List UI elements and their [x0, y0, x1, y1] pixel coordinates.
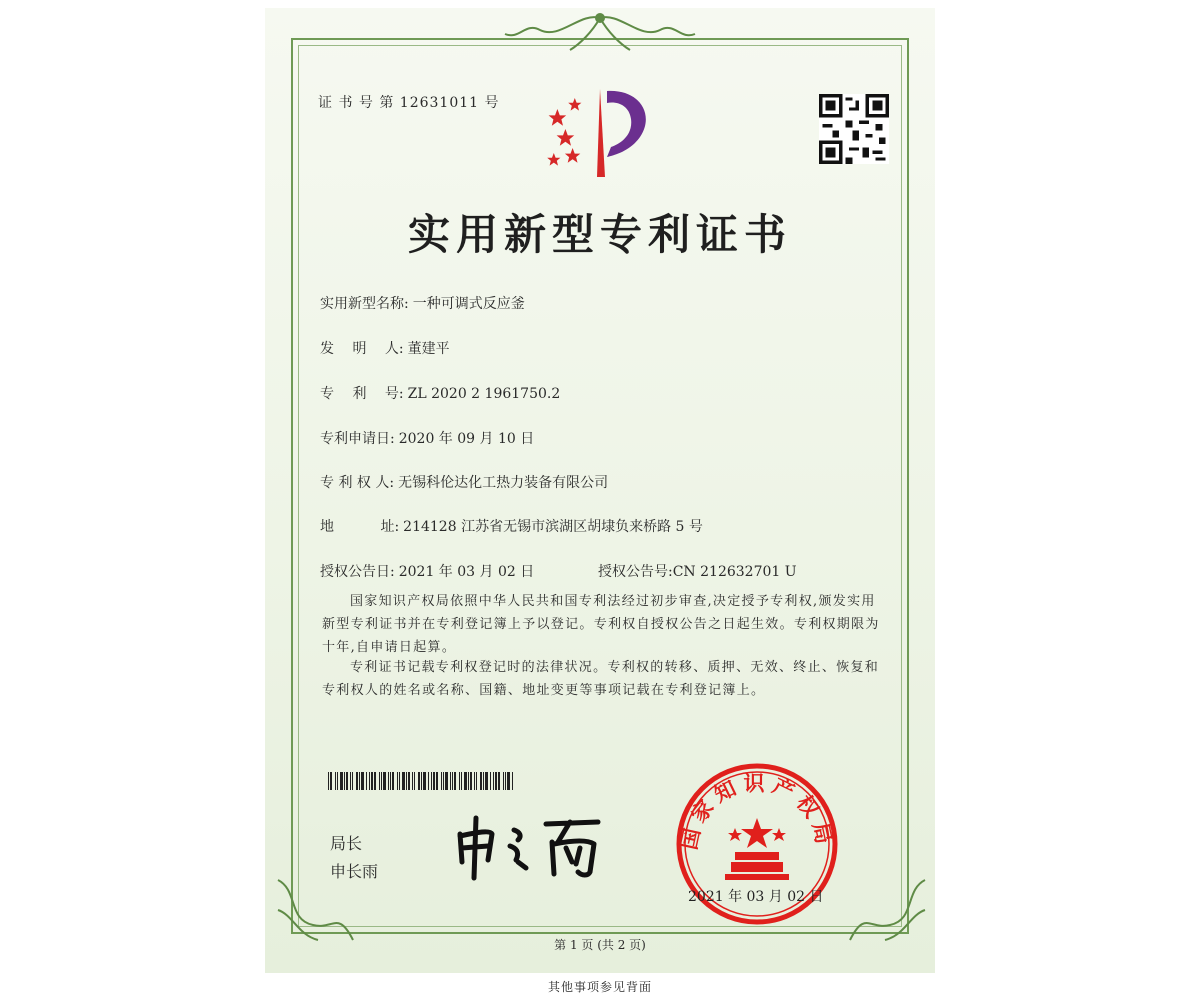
field-value: 2020 年 09 月 10 日: [398, 431, 535, 447]
barcode-bar: [483, 772, 484, 790]
barcode-bar: [503, 772, 504, 790]
barcode-bar: [356, 772, 358, 790]
field-utility-model-name: [320, 293, 525, 313]
barcode-bar: [443, 772, 444, 790]
field-value: 一种可调式反应釜: [412, 296, 525, 312]
barcode-bar: [512, 772, 513, 790]
field-label: 专利申请日:: [320, 431, 395, 447]
barcode-bar: [423, 772, 426, 790]
barcode-bar: [406, 772, 407, 790]
barcode-bar: [412, 772, 413, 790]
barcode-bar: [392, 772, 394, 790]
barcode-bar: [476, 772, 477, 790]
barcode-bar: [485, 772, 488, 790]
barcode-bar: [428, 772, 429, 790]
field-label: 授权公告号:: [598, 564, 673, 580]
barcode-bar: [445, 772, 448, 790]
field-grant-date: [320, 561, 534, 581]
barcode-bar: [468, 772, 469, 790]
barcode-bar: [431, 772, 432, 790]
certificate-title: 实用新型专利证书: [407, 210, 792, 259]
field-value: 无锡科伦达化工热力装备有限公司: [398, 475, 609, 491]
barcode-bar: [371, 772, 373, 790]
seal-date: 2021 年 03 月 02 日: [688, 889, 824, 905]
barcode-bar: [381, 772, 382, 790]
barcode-bar: [340, 772, 343, 790]
field-value: 董建平: [407, 341, 450, 357]
barcode-bar: [474, 772, 475, 790]
field-filing-date: [320, 428, 534, 448]
barcode-bar: [374, 772, 376, 790]
barcode-bar: [490, 772, 491, 790]
barcode-bar: [328, 772, 329, 790]
director-title: 局长: [330, 834, 363, 853]
barcode-bar: [399, 772, 400, 790]
field-label: 发 明 人:: [320, 341, 404, 357]
barcode: [328, 772, 516, 790]
barcode-bar: [397, 772, 398, 790]
director-block: [330, 830, 378, 886]
barcode-bar: [461, 772, 462, 790]
field-inventor: [320, 338, 450, 358]
footer-note: 其他事项参见背面: [547, 980, 652, 994]
barcode-bar: [421, 772, 422, 790]
barcode-bar: [505, 772, 506, 790]
barcode-bar: [350, 772, 351, 790]
barcode-bar: [344, 772, 345, 790]
barcode-bar: [346, 772, 348, 790]
page-indicator: 第 1 页 (共 2 页): [554, 938, 646, 952]
body-paragraph-grant: 国家知识产权局依照中华人民共和国专利法经过初步审查,决定授予专利权,颁发实用新型专利证书并在专利登记簿上予以登记。专利权自授权公告之日起生效。专利权期限为十年,自申请日起算。: [322, 594, 880, 655]
cnipa-logo: [545, 85, 665, 180]
barcode-bar: [498, 772, 500, 790]
body-paragraph-register: 专利证书记载专利权登记时的法律状况。专利权的转移、质押、无效、终止、恢复和专利权人的姓名或名称、国籍、地址变更等事项记载在专利登记簿上。: [322, 660, 880, 698]
field-patentee: [320, 472, 608, 492]
director-name: 申长雨: [330, 862, 379, 881]
barcode-bar: [388, 772, 389, 790]
barcode-bar: [359, 772, 360, 790]
barcode-bar: [418, 772, 420, 790]
field-patent-number: [320, 383, 560, 403]
barcode-bar: [464, 772, 467, 790]
barcode-bar: [480, 772, 482, 790]
barcode-bar: [454, 772, 456, 790]
qr-code: [819, 94, 889, 164]
barcode-bar: [495, 772, 497, 790]
certificate-number: 证 书 号 第 12631011 号: [318, 95, 500, 111]
barcode-bar: [337, 772, 338, 790]
field-value: CN 212632701 U: [672, 564, 797, 580]
barcode-bar: [335, 772, 336, 790]
barcode-bar: [390, 772, 391, 790]
top-flourish-ornament: [500, 10, 700, 54]
field-value: ZL 2020 2 1961750.2: [407, 386, 561, 402]
barcode-bar: [470, 772, 472, 790]
barcode-bar: [414, 772, 415, 790]
barcode-bar: [452, 772, 453, 790]
barcode-bar: [383, 772, 386, 790]
barcode-bar: [402, 772, 405, 790]
barcode-bar: [352, 772, 353, 790]
field-value: 214128 江苏省无锡市滨湖区胡埭负来桥路 5 号: [403, 519, 703, 535]
field-label: 授权公告日:: [320, 564, 395, 580]
barcode-bar: [433, 772, 435, 790]
field-label: 实用新型名称:: [320, 296, 409, 312]
barcode-bar: [408, 772, 410, 790]
barcode-bar: [493, 772, 494, 790]
field-value: 2021 年 03 月 02 日: [398, 564, 535, 580]
field-label: 专 利 权 人:: [320, 475, 395, 491]
barcode-bar: [459, 772, 460, 790]
barcode-bar: [507, 772, 510, 790]
field-grant-number: [598, 561, 797, 581]
barcode-bar: [450, 772, 451, 790]
barcode-bar: [441, 772, 442, 790]
field-label: 地 址:: [320, 519, 400, 535]
barcode-bar: [366, 772, 367, 790]
director-signature: [448, 812, 608, 882]
field-address: [320, 516, 703, 536]
barcode-bar: [436, 772, 438, 790]
barcode-bar: [379, 772, 380, 790]
barcode-bar: [330, 772, 332, 790]
barcode-bar: [361, 772, 364, 790]
field-label: 专 利 号:: [320, 386, 404, 402]
barcode-bar: [369, 772, 370, 790]
svg-text:国家知识产权局: 国家知识产权局: [675, 770, 839, 852]
